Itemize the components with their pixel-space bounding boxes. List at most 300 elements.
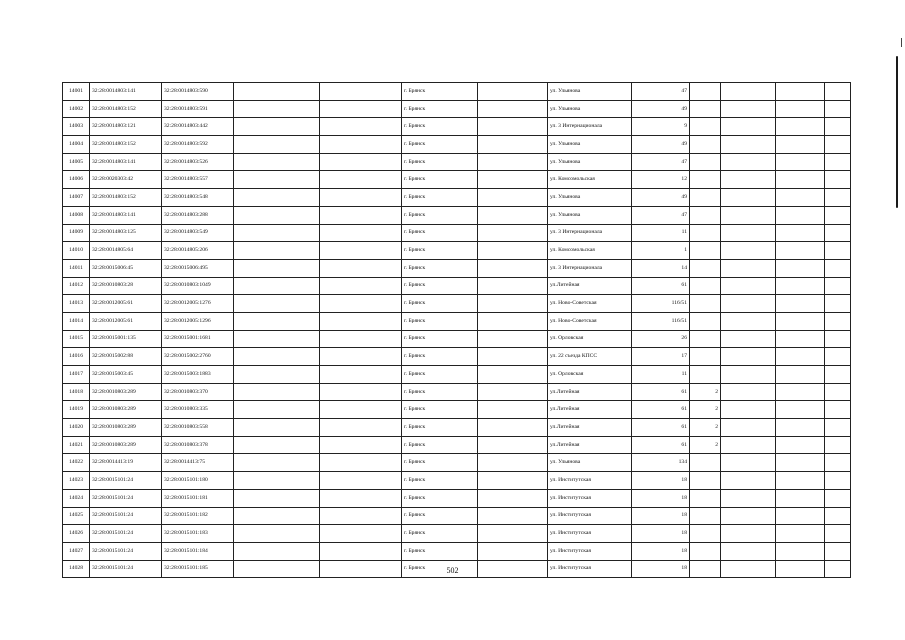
record-number-cell: 14004 [63,136,90,154]
empty-cell [234,489,320,507]
empty-cell [234,259,320,277]
table-row [63,171,851,189]
cadastral-block-cell: 32:28:0010803:289 [90,401,162,419]
record-number-cell: 14009 [63,224,90,242]
empty-cell [234,100,320,118]
table-row [63,189,851,207]
empty-cell [478,295,548,313]
empty-cell [320,525,402,543]
record-number-cell: 14005 [63,153,90,171]
empty-cell [776,401,825,419]
street-cell: ул. Ульянова [548,189,632,207]
building-cell [690,100,721,118]
empty-cell [825,436,851,454]
empty-cell [478,525,548,543]
building-cell: 2 [690,401,721,419]
record-number-cell: 14021 [63,436,90,454]
empty-cell [234,136,320,154]
table-row [63,153,851,171]
empty-cell [320,436,402,454]
record-number-cell: 14001 [63,83,90,101]
street-cell: ул. Ульянова [548,454,632,472]
cadastral-object-cell: 32:28:0015101:181 [162,489,234,507]
record-number-cell: 14027 [63,542,90,560]
registry-table-body [63,83,851,578]
city-cell: г. Брянск [402,259,478,277]
city-cell: г. Брянск [402,295,478,313]
table-row [63,118,851,136]
street-cell: ул. Ново-Советская [548,312,632,330]
empty-cell [721,206,776,224]
street-cell: ул. Институтская [548,489,632,507]
cadastral-block-cell: 32:28:0014803:141 [90,83,162,101]
house-number-cell: 18 [632,489,690,507]
house-number-cell: 116/51 [632,312,690,330]
cadastral-block-cell: 32:28:0014803:152 [90,189,162,207]
city-cell: г. Брянск [402,153,478,171]
empty-cell [721,118,776,136]
city-cell: г. Брянск [402,525,478,543]
building-cell [690,472,721,490]
record-number-cell: 14007 [63,189,90,207]
cadastral-block-cell: 32:28:0010803:289 [90,436,162,454]
building-cell [690,136,721,154]
empty-cell [825,525,851,543]
empty-cell [721,383,776,401]
cadastral-object-cell: 32:28:0010803:335 [162,401,234,419]
empty-cell [721,401,776,419]
empty-cell [776,136,825,154]
empty-cell [721,171,776,189]
empty-cell [825,542,851,560]
cadastral-block-cell: 32:28:0010803:289 [90,383,162,401]
table-row [63,436,851,454]
street-cell: ул. Орловская [548,366,632,384]
empty-cell [320,277,402,295]
empty-cell [776,542,825,560]
cadastral-block-cell: 32:28:0015006:45 [90,259,162,277]
empty-cell [825,171,851,189]
empty-cell [234,242,320,260]
empty-cell [721,436,776,454]
empty-cell [478,454,548,472]
cadastral-block-cell: 32:28:0015101:24 [90,472,162,490]
empty-cell [478,118,548,136]
house-number-cell: 17 [632,348,690,366]
house-number-cell: 47 [632,153,690,171]
city-cell: г. Брянск [402,348,478,366]
empty-cell [825,259,851,277]
empty-cell [825,348,851,366]
empty-cell [721,189,776,207]
empty-cell [721,295,776,313]
empty-cell [825,153,851,171]
record-number-cell: 14010 [63,242,90,260]
empty-cell [478,136,548,154]
empty-cell [825,83,851,101]
empty-cell [721,525,776,543]
empty-cell [320,224,402,242]
empty-cell [234,348,320,366]
empty-cell [825,489,851,507]
empty-cell [776,242,825,260]
empty-cell [825,454,851,472]
empty-cell [320,312,402,330]
empty-cell [478,189,548,207]
cadastral-block-cell: 32:28:0015101:24 [90,560,162,578]
cadastral-object-cell: 32:28:0010803:370 [162,383,234,401]
building-cell [690,189,721,207]
empty-cell [776,118,825,136]
house-number-cell: 116/51 [632,295,690,313]
house-number-cell: 12 [632,171,690,189]
empty-cell [825,277,851,295]
empty-cell [721,489,776,507]
empty-cell [320,259,402,277]
empty-cell [320,507,402,525]
cadastral-block-cell: 32:28:0010803:28 [90,277,162,295]
street-cell: ул. Институтская [548,507,632,525]
empty-cell [825,100,851,118]
empty-cell [478,206,548,224]
empty-cell [234,507,320,525]
empty-cell [478,100,548,118]
house-number-cell: 18 [632,542,690,560]
house-number-cell: 49 [632,136,690,154]
table-row [63,277,851,295]
empty-cell [320,454,402,472]
empty-cell [825,312,851,330]
empty-cell [825,189,851,207]
page-number: 502 [446,566,459,575]
city-cell: г. Брянск [402,489,478,507]
record-number-cell: 14023 [63,472,90,490]
empty-cell [320,242,402,260]
cadastral-object-cell: 32:28:0010803:558 [162,419,234,437]
record-number-cell: 14028 [63,560,90,578]
empty-cell [478,242,548,260]
empty-cell [234,419,320,437]
street-cell: ул. Ульянова [548,206,632,224]
building-cell [690,330,721,348]
record-number-cell: 14020 [63,419,90,437]
empty-cell [234,454,320,472]
table-row [63,206,851,224]
record-number-cell: 14011 [63,259,90,277]
record-number-cell: 14013 [63,295,90,313]
cadastral-block-cell: 32:28:0020303:42 [90,171,162,189]
table-row [63,366,851,384]
empty-cell [721,153,776,171]
empty-cell [776,525,825,543]
house-number-cell: 9 [632,118,690,136]
record-number-cell: 14017 [63,366,90,384]
table-row [63,83,851,101]
empty-cell [776,171,825,189]
cadastral-object-cell: 32:28:0015101:184 [162,542,234,560]
record-number-cell: 14022 [63,454,90,472]
street-cell: ул. Ульянова [548,83,632,101]
empty-cell [721,419,776,437]
cadastral-block-cell: 32:28:0014413:19 [90,454,162,472]
street-cell: ул. Орловская [548,330,632,348]
street-cell: ул. Ульянова [548,153,632,171]
empty-cell [234,277,320,295]
house-number-cell: 47 [632,206,690,224]
street-cell: ул. Ново-Советская [548,295,632,313]
building-cell [690,83,721,101]
building-cell [690,295,721,313]
cadastral-object-cell: 32:28:0015101:183 [162,525,234,543]
table-row [63,454,851,472]
empty-cell [234,171,320,189]
table-row [63,312,851,330]
cadastral-object-cell: 32:28:0014803:526 [162,153,234,171]
cadastral-block-cell: 32:28:0014803:152 [90,100,162,118]
street-cell: ул. Ульянова [548,136,632,154]
empty-cell [478,383,548,401]
street-cell: ул. Комсомольская [548,171,632,189]
cadastral-block-cell: 32:28:0012005:61 [90,312,162,330]
city-cell: г. Брянск [402,436,478,454]
house-number-cell: 18 [632,507,690,525]
empty-cell [776,206,825,224]
record-number-cell: 14003 [63,118,90,136]
table-row [63,330,851,348]
building-cell [690,454,721,472]
cadastral-block-cell: 32:28:0015101:24 [90,489,162,507]
empty-cell [776,277,825,295]
building-cell [690,171,721,189]
empty-cell [234,542,320,560]
street-cell: ул. Институтская [548,472,632,490]
empty-cell [776,348,825,366]
house-number-cell: 134 [632,454,690,472]
cadastral-object-cell: 32:28:0015101:180 [162,472,234,490]
city-cell: г. Брянск [402,542,478,560]
cadastral-object-cell: 32:28:0012005:1296 [162,312,234,330]
empty-cell [776,153,825,171]
empty-cell [234,153,320,171]
city-cell: г. Брянск [402,383,478,401]
city-cell: г. Брянск [402,401,478,419]
building-cell [690,525,721,543]
empty-cell [825,366,851,384]
cadastral-object-cell: 32:28:0014803:590 [162,83,234,101]
building-cell [690,312,721,330]
empty-cell [320,83,402,101]
building-cell: 2 [690,436,721,454]
empty-cell [825,383,851,401]
cadastral-block-cell: 32:28:0015101:24 [90,507,162,525]
empty-cell [721,100,776,118]
table-row [63,472,851,490]
cadastral-object-cell: 32:28:0014803:549 [162,224,234,242]
building-cell [690,507,721,525]
record-number-cell: 14019 [63,401,90,419]
house-number-cell: 47 [632,83,690,101]
street-cell: ул. 3 Интернационала [548,259,632,277]
empty-cell [234,118,320,136]
city-cell: г. Брянск [402,330,478,348]
record-number-cell: 14026 [63,525,90,543]
street-cell: ул. Ульянова [548,100,632,118]
empty-cell [721,472,776,490]
empty-cell [721,348,776,366]
building-cell [690,542,721,560]
empty-cell [776,383,825,401]
building-cell [690,242,721,260]
house-number-cell: 61 [632,277,690,295]
street-cell: ул. 22 съезда КПСС [548,348,632,366]
empty-cell [320,330,402,348]
cadastral-block-cell: 32:28:0012005:61 [90,295,162,313]
empty-cell [478,436,548,454]
building-cell [690,118,721,136]
empty-cell [478,259,548,277]
empty-cell [320,542,402,560]
empty-cell [234,383,320,401]
street-cell: ул. Институтская [548,525,632,543]
street-cell: ул.Литейная [548,277,632,295]
scan-edge-mark [896,56,898,208]
cadastral-object-cell: 32:28:0014803:548 [162,189,234,207]
cadastral-object-cell: 32:28:0015101:185 [162,560,234,578]
house-number-cell: 61 [632,419,690,437]
building-cell [690,224,721,242]
table-row [63,419,851,437]
building-cell [690,366,721,384]
record-number-cell: 14018 [63,383,90,401]
building-cell [690,489,721,507]
empty-cell [721,330,776,348]
empty-cell [478,224,548,242]
record-number-cell: 14012 [63,277,90,295]
cadastral-object-cell: 32:28:0015101:182 [162,507,234,525]
cadastral-object-cell: 32:28:0014803:288 [162,206,234,224]
city-cell: г. Брянск [402,472,478,490]
empty-cell [478,507,548,525]
cadastral-object-cell: 32:28:0015006:495 [162,259,234,277]
empty-cell [320,366,402,384]
empty-cell [721,366,776,384]
cadastral-object-cell: 32:28:0015001:1681 [162,330,234,348]
house-number-cell: 18 [632,525,690,543]
empty-cell [721,312,776,330]
cadastral-block-cell: 32:28:0014803:121 [90,118,162,136]
empty-cell [478,489,548,507]
empty-cell [825,224,851,242]
cadastral-block-cell: 32:28:0014803:141 [90,206,162,224]
house-number-cell: 61 [632,436,690,454]
empty-cell [825,507,851,525]
empty-cell [478,542,548,560]
empty-cell [320,118,402,136]
empty-cell [234,401,320,419]
house-number-cell: 26 [632,330,690,348]
empty-cell [825,472,851,490]
house-number-cell: 49 [632,189,690,207]
city-cell: г. Брянск [402,277,478,295]
street-cell: ул.Литейная [548,383,632,401]
house-number-cell: 18 [632,560,690,578]
registry-table [62,82,851,578]
empty-cell [234,206,320,224]
empty-cell [320,189,402,207]
house-number-cell: 61 [632,383,690,401]
table-row [63,242,851,260]
empty-cell [234,330,320,348]
city-cell: г. Брянск [402,100,478,118]
cadastral-object-cell: 32:28:0012005:1276 [162,295,234,313]
empty-cell [320,348,402,366]
cadastral-block-cell: 32:28:0010803:289 [90,419,162,437]
cadastral-block-cell: 32:28:0015002:88 [90,348,162,366]
empty-cell [721,542,776,560]
street-cell: ул. Институтская [548,542,632,560]
record-number-cell: 14016 [63,348,90,366]
empty-cell [776,224,825,242]
empty-cell [320,295,402,313]
house-number-cell: 18 [632,472,690,490]
empty-cell [776,312,825,330]
city-cell: г. Брянск [402,366,478,384]
empty-cell [776,189,825,207]
building-cell: 2 [690,419,721,437]
empty-cell [320,206,402,224]
empty-cell [478,401,548,419]
empty-cell [825,295,851,313]
street-cell: ул.Литейная [548,401,632,419]
empty-cell [320,401,402,419]
table-row [63,348,851,366]
empty-cell [776,436,825,454]
scan-edge-tick [901,38,902,47]
empty-cell [320,419,402,437]
city-cell: г. Брянск [402,206,478,224]
empty-cell [478,330,548,348]
table-row [63,100,851,118]
empty-cell [776,419,825,437]
cadastral-object-cell: 32:28:0014805:206 [162,242,234,260]
empty-cell [478,419,548,437]
empty-cell [320,136,402,154]
record-number-cell: 14024 [63,489,90,507]
empty-cell [776,489,825,507]
empty-cell [721,136,776,154]
empty-cell [825,136,851,154]
empty-cell [776,259,825,277]
empty-cell [776,295,825,313]
city-cell: г. Брянск [402,507,478,525]
city-cell: г. Брянск [402,224,478,242]
empty-cell [776,472,825,490]
empty-cell [776,454,825,472]
table-row [63,136,851,154]
empty-cell [478,348,548,366]
street-cell: ул. Комсомольская [548,242,632,260]
empty-cell [234,525,320,543]
empty-cell [234,436,320,454]
empty-cell [721,259,776,277]
city-cell: г. Брянск [402,171,478,189]
empty-cell [478,472,548,490]
house-number-cell: 11 [632,224,690,242]
empty-cell [478,153,548,171]
cadastral-block-cell: 32:28:0014803:152 [90,136,162,154]
house-number-cell: 11 [632,366,690,384]
empty-cell [234,83,320,101]
